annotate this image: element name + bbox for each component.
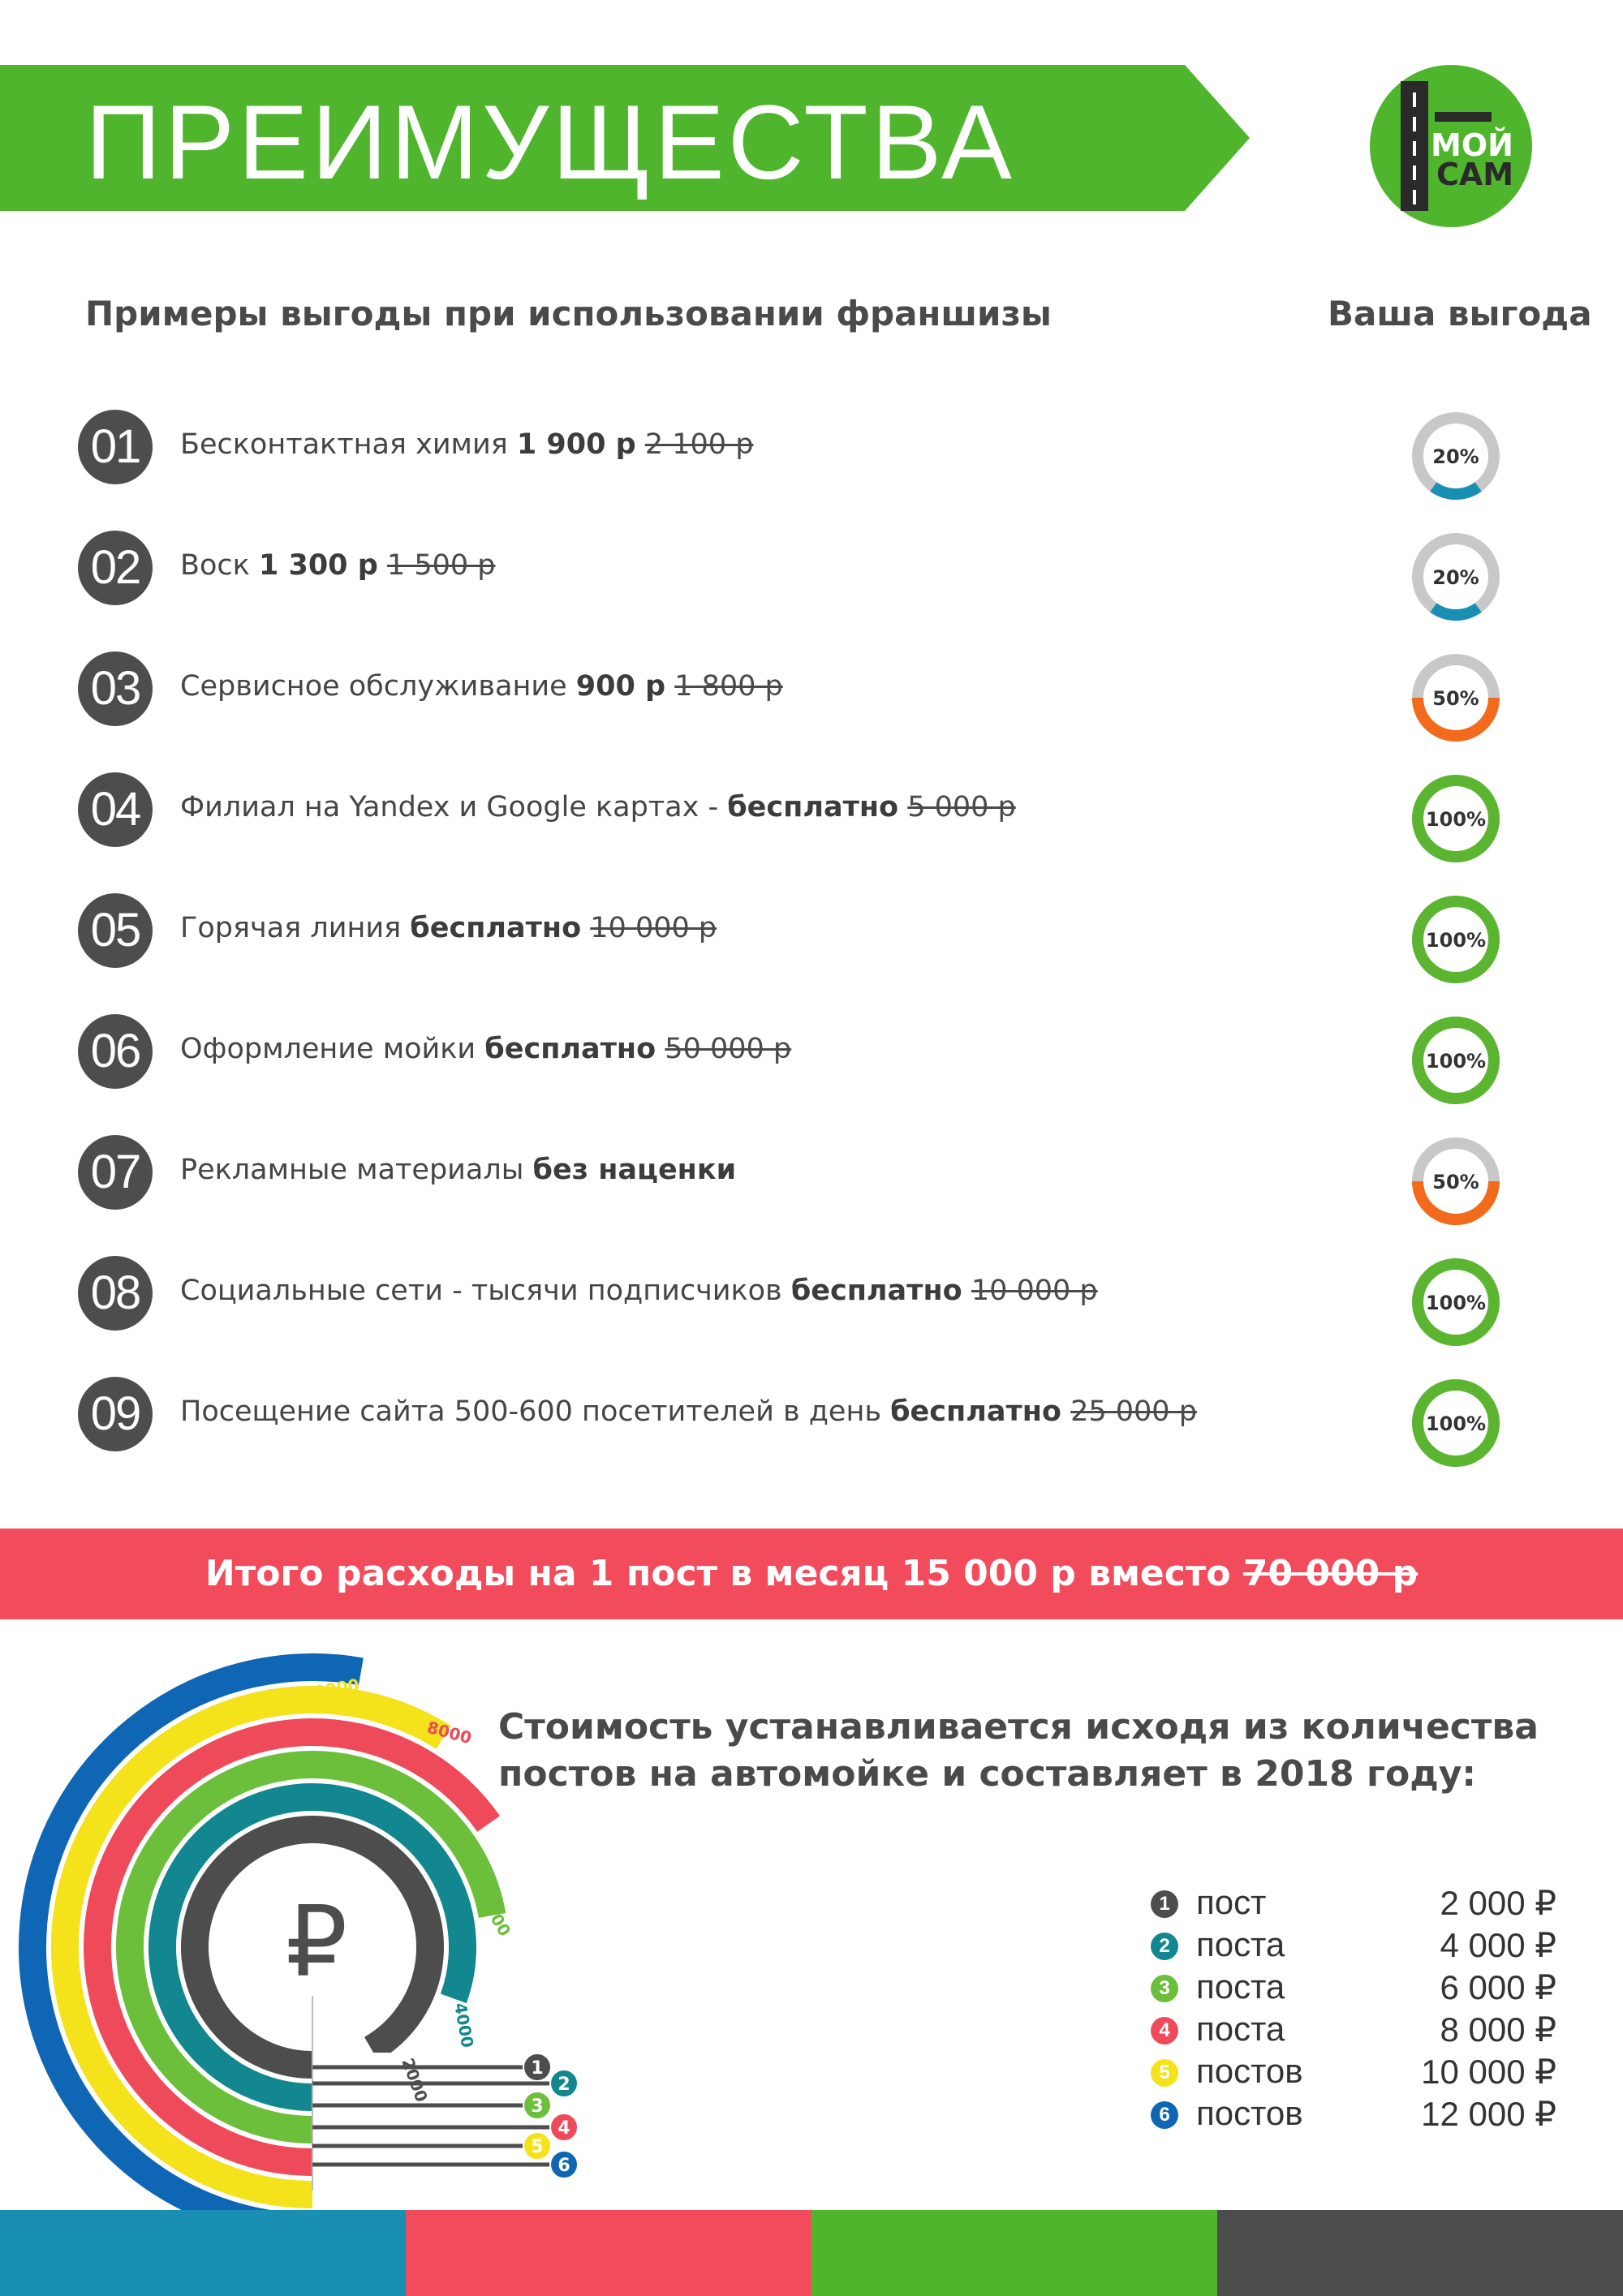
price-row (1151, 1923, 1556, 1965)
price-row (1151, 2049, 1556, 2092)
price-list (1151, 1881, 1556, 2134)
benefit-row (78, 1373, 1563, 1454)
benefits-heading: Примеры выгоды при использовании франшизы (85, 294, 1052, 333)
gauge-percent: 100% (1425, 1412, 1487, 1435)
savings-gauge (1406, 1373, 1506, 1473)
tier-arc-label: 8000 (424, 1717, 474, 1748)
benefit-text (180, 428, 753, 461)
savings-heading: Ваша выгода (1328, 294, 1592, 333)
total-label: Итого расходы на 1 пост в месяц 15 000 р вместо (204, 1553, 1243, 1594)
benefit-text (180, 549, 495, 582)
benefit-old-price: 10 000 р (590, 912, 717, 944)
tier-arcs-diagram (77, 1675, 613, 2176)
price-row (1151, 1965, 1556, 2007)
gauge-percent: 50% (1432, 1171, 1479, 1193)
tier-arc-label: 6000 (475, 1890, 515, 1940)
tier-badge-number: 4 (558, 2118, 570, 2139)
tier-label: постов (1196, 2094, 1303, 2132)
benefit-text (180, 1395, 1197, 1428)
benefit-number: 03 (78, 651, 153, 726)
benefit-number: 05 (78, 893, 153, 968)
tier-price: 10 000 ₽ (1421, 2053, 1556, 2091)
tier-number-badge: 5 (1151, 2059, 1178, 2087)
gauge-percent: 100% (1425, 1292, 1487, 1314)
logo-text-line2: САМ (1436, 157, 1514, 192)
benefit-text (180, 1154, 736, 1186)
tier-number-badge: 1 (1151, 1890, 1178, 1918)
benefit-row (78, 1010, 1563, 1091)
benefit-label: Бесконтактная химия (180, 428, 517, 461)
tier-label: поста (1196, 1925, 1285, 1963)
gauge-fill (1433, 608, 1478, 615)
benefit-old-price: 25 000 р (1070, 1395, 1197, 1428)
tier-label: поста (1196, 1967, 1285, 2006)
brand-logo (1370, 65, 1532, 227)
benefit-old-price: 2 100 р (644, 428, 754, 461)
benefit-text (180, 912, 717, 944)
tier-number-badge: 3 (1151, 1975, 1178, 2002)
savings-gauge (1406, 647, 1506, 748)
benefit-row (78, 527, 1563, 608)
footer-stripe (0, 2210, 406, 2296)
benefit-label: Рекламные материалы (180, 1154, 533, 1186)
savings-gauge (1406, 527, 1506, 627)
benefit-new-price: без наценки (532, 1154, 737, 1186)
benefit-old-price: 50 000 р (665, 1033, 792, 1065)
benefit-label: Посещение сайта 500-600 посетителей в день (180, 1395, 891, 1428)
benefit-new-price: бесплатно (890, 1395, 1061, 1428)
gauge-percent: 20% (1432, 566, 1479, 589)
tier-label: поста (1196, 2010, 1285, 2048)
benefit-number: 04 (78, 772, 153, 847)
benefit-new-price: 900 р (575, 670, 666, 703)
tier-arc-label: 10000 (301, 1675, 361, 1704)
tier-badge-number: 2 (558, 2075, 570, 2095)
benefit-row (78, 768, 1563, 849)
price-row (1151, 1881, 1556, 1923)
benefit-new-price: бесплатно (790, 1275, 962, 1307)
benefit-number: 02 (78, 531, 153, 605)
benefit-text (180, 1033, 791, 1065)
gauge-fill (1433, 487, 1478, 494)
benefit-label: Воск (180, 549, 259, 582)
benefit-label: Горячая линия (180, 912, 411, 944)
page-title: ПРЕИМУЩЕСТВА (85, 83, 1015, 201)
footer-stripe (406, 2210, 812, 2296)
tier-badge-number: 3 (531, 2096, 544, 2117)
footer-stripes (0, 2210, 1623, 2296)
total-banner (0, 1529, 1623, 1619)
savings-gauge (1406, 406, 1506, 506)
benefit-row (78, 406, 1563, 487)
benefit-old-price: 1 500 р (386, 549, 496, 582)
benefit-number: 08 (78, 1256, 153, 1331)
benefit-label: Социальные сети - тысячи подписчиков (180, 1275, 791, 1307)
tier-price: 4 000 ₽ (1440, 1926, 1556, 1964)
tier-number-badge: 6 (1151, 2101, 1178, 2129)
benefit-old-price: 5 000 р (907, 791, 1016, 823)
total-text (0, 1553, 1623, 1594)
benefit-row (78, 1252, 1563, 1333)
tier-badge-number: 1 (531, 2058, 544, 2079)
benefit-new-price: 1 900 р (516, 428, 636, 461)
price-row (1151, 2092, 1556, 2134)
benefit-number: 07 (78, 1135, 153, 1210)
benefit-row (78, 647, 1563, 729)
gauge-percent: 20% (1432, 445, 1479, 468)
tier-price: 8 000 ₽ (1440, 2010, 1556, 2049)
savings-gauge (1406, 1252, 1506, 1352)
tier-arc-label: 4000 (450, 2001, 478, 2049)
header-banner (0, 65, 1250, 211)
price-row (1151, 2007, 1556, 2049)
benefit-new-price: бесплатно (410, 912, 582, 944)
benefit-number: 09 (78, 1377, 153, 1451)
ruble-icon: ₽ (285, 1886, 348, 1999)
benefit-label: Сервисное обслуживание (180, 670, 576, 703)
tier-label: постов (1196, 2052, 1303, 2090)
savings-gauge (1406, 1131, 1506, 1232)
footer-stripe (1217, 2210, 1623, 2296)
benefit-row (78, 889, 1563, 970)
tier-number-badge: 4 (1151, 2017, 1178, 2044)
logo-text-line1: МОЙ (1431, 127, 1513, 163)
benefit-label: Оформление мойки (180, 1033, 485, 1065)
benefit-old-price: 10 000 р (971, 1275, 1098, 1307)
savings-gauge (1406, 1010, 1506, 1111)
benefit-text (180, 791, 1016, 823)
gauge-percent: 100% (1425, 1050, 1487, 1073)
cost-heading-line1: Стоимость устанавливается исходя из количества (498, 1706, 1539, 1748)
tier-arc-label: 2000 (398, 2055, 432, 2105)
gauge-percent: 100% (1425, 808, 1487, 831)
benefit-new-price: бесплатно (727, 791, 899, 823)
benefit-new-price: бесплатно (484, 1033, 657, 1065)
cost-heading-line2: постов на автомойке и составляет в 2018 году: (498, 1753, 1477, 1795)
savings-gauge (1406, 889, 1506, 990)
tier-number-badge: 2 (1151, 1933, 1178, 1960)
savings-gauge (1406, 768, 1506, 869)
benefit-old-price: 1 800 р (674, 670, 783, 703)
tier-badge-number: 6 (558, 2156, 570, 2176)
gauge-percent: 100% (1425, 929, 1487, 952)
benefit-text (180, 1275, 1098, 1307)
tier-badge-number: 5 (531, 2137, 544, 2157)
benefit-text (180, 670, 783, 703)
gauge-percent: 50% (1432, 687, 1479, 710)
tier-label: пост (1196, 1883, 1267, 1921)
tier-price: 12 000 ₽ (1421, 2095, 1556, 2133)
benefit-number: 06 (78, 1014, 153, 1089)
cost-heading (498, 1704, 1553, 1798)
benefit-row (78, 1131, 1563, 1212)
benefit-number: 01 (78, 410, 153, 484)
tier-price: 6 000 ₽ (1440, 1968, 1556, 2006)
total-old-price: 70 000 р (1242, 1553, 1419, 1594)
benefit-label: Филиал на Yandex и Google картах - (180, 791, 728, 823)
tier-price: 2 000 ₽ (1440, 1884, 1556, 1922)
tier-arc-label: 12000 (84, 1726, 134, 1783)
benefit-new-price: 1 300 р (258, 549, 378, 582)
footer-stripe (812, 2210, 1217, 2296)
